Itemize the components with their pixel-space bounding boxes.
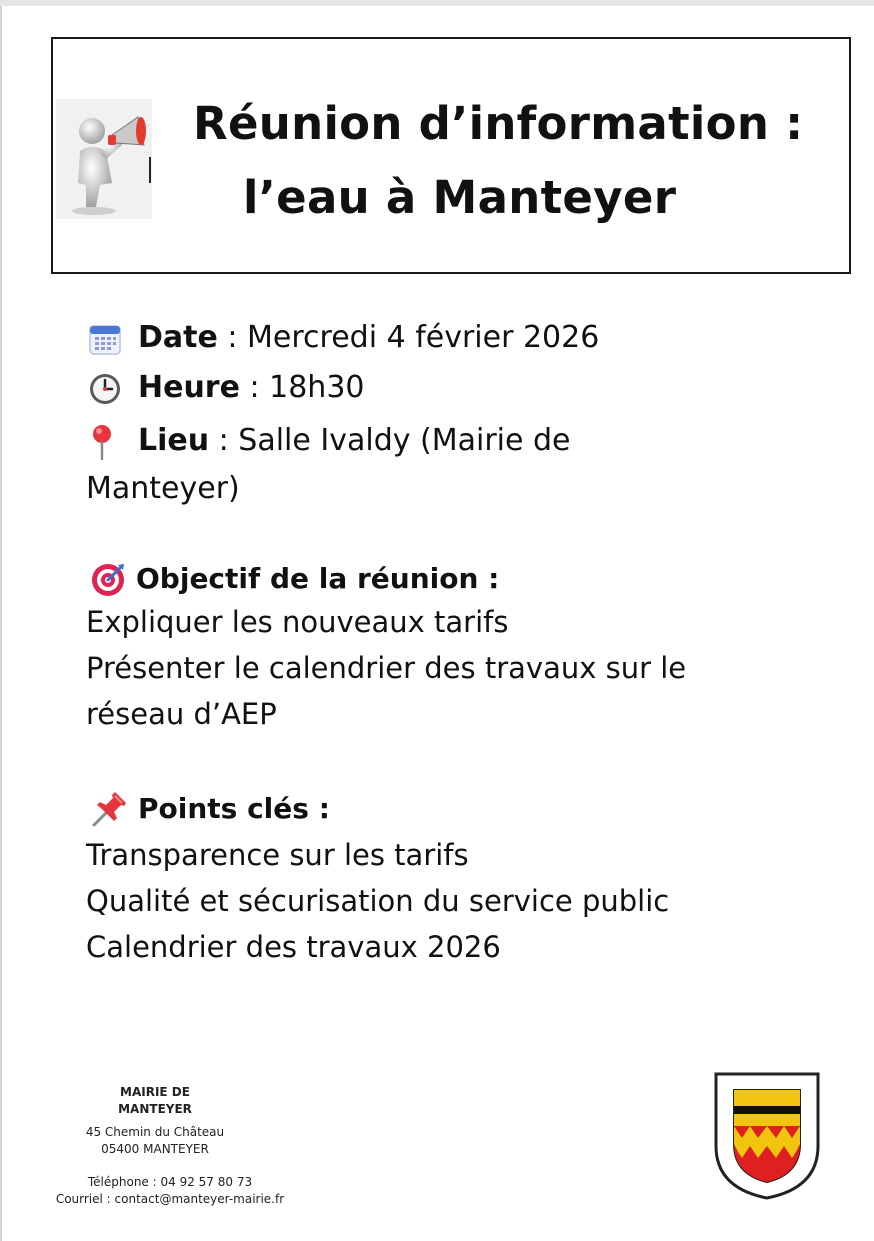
- clock-icon: [88, 372, 122, 406]
- pushpin-icon: [90, 792, 128, 828]
- objective-line-1: Expliquer les nouveaux tarifs: [86, 605, 509, 639]
- title-box: [51, 37, 851, 274]
- location-continuation: Manteyer): [86, 471, 240, 506]
- date-line: [88, 315, 599, 361]
- address-line-1: 45 Chemin du Château: [85, 1125, 225, 1139]
- time-label: Heure: [138, 370, 240, 405]
- coat-of-arms-icon: [712, 1070, 822, 1202]
- target-icon: [90, 562, 126, 598]
- location-value: : Salle Ivaldy (Mairie de: [209, 423, 571, 458]
- mairie-name-line-1: MAIRIE DE: [120, 1085, 190, 1099]
- pin-icon: [88, 424, 122, 460]
- key-point-line-3: Calendrier des travaux 2026: [86, 930, 501, 964]
- text-cursor: [149, 157, 151, 183]
- date-value: : Mercredi 4 février 2026: [217, 320, 600, 355]
- location-line: [88, 418, 571, 464]
- page-left-edge: [0, 6, 2, 1241]
- objectives-title: Objectif de la réunion :: [136, 562, 500, 595]
- phone-line: Téléphone : 04 92 57 80 73: [87, 1175, 253, 1189]
- title-line-1: Réunion d’information :: [193, 97, 804, 150]
- objectives-heading: [90, 562, 499, 598]
- mairie-contact: [20, 1174, 320, 1208]
- key-points-heading: [90, 792, 330, 828]
- date-label: Date: [138, 320, 218, 355]
- location-label: Lieu: [138, 423, 210, 458]
- mairie-name-line-2: MANTEYER: [118, 1102, 192, 1116]
- key-points-title: Points clés :: [138, 792, 330, 825]
- objective-line-2: Présenter le calendrier des travaux sur le: [86, 651, 687, 685]
- key-point-line-2: Qualité et sécurisation du service public: [86, 884, 670, 918]
- megaphone-figure-icon: [56, 99, 152, 219]
- mairie-name: [75, 1084, 235, 1118]
- address-line-2: 05400 MANTEYER: [101, 1142, 209, 1156]
- time-value: : 18h30: [239, 370, 365, 405]
- title-line-2: l’eau à Manteyer: [243, 171, 677, 224]
- calendar-icon: [88, 322, 122, 356]
- objective-line-3: réseau d’AEP: [86, 697, 277, 731]
- mairie-address: [65, 1124, 245, 1158]
- email-line: Courriel : contact@manteyer-mairie.fr: [55, 1192, 285, 1206]
- key-point-line-1: Transparence sur les tarifs: [86, 838, 469, 872]
- page-top-edge: [0, 0, 874, 6]
- time-line: [88, 365, 365, 411]
